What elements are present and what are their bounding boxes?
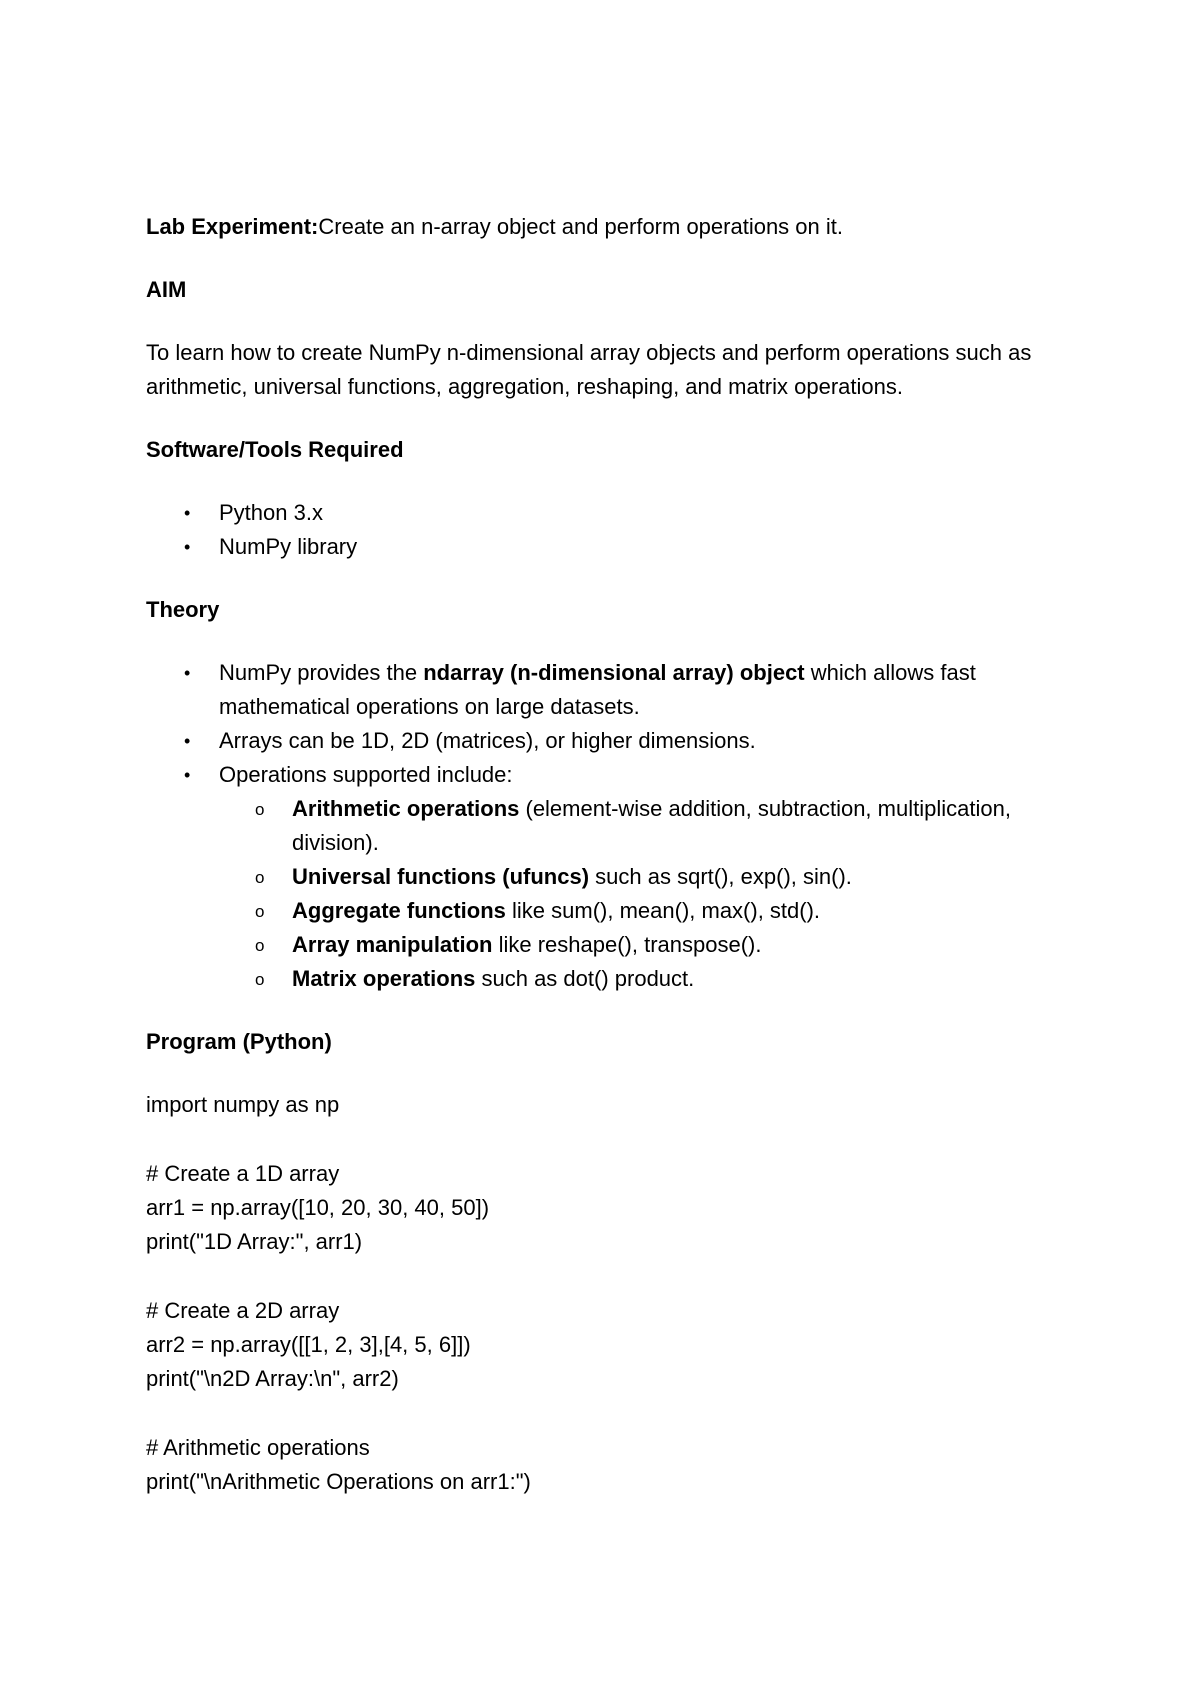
theory-item-text: Operations supported include: (219, 762, 513, 787)
theory-item-text: NumPy provides the (219, 660, 424, 685)
sub-item-text: like reshape(), transpose(). (492, 932, 762, 957)
experiment-title-text: Create an n-array object and perform operations on it. (318, 214, 843, 239)
sublist-item (255, 928, 1066, 962)
experiment-title-label: Lab Experiment: (146, 214, 319, 239)
aim-text: To learn how to create NumPy n-dimensional array objects and perform operations such as arithmetic, universal functions, aggregation, reshaping, and matrix operations. (146, 340, 1032, 399)
code-line: import numpy as np (146, 1092, 340, 1117)
operations-sublist (219, 792, 1066, 996)
aim-heading: AIM (146, 277, 187, 302)
software-item-text: NumPy library (219, 534, 358, 559)
sub-item-text: like sum(), mean(), max(), std(). (505, 898, 821, 923)
theory-item-bold: ndarray (n-dimensional array) object (423, 660, 805, 685)
theory-item-text: Arrays can be 1D, 2D (matrices), or higher dimensions. (219, 728, 756, 753)
theory-list (146, 656, 1066, 996)
code-line: arr2 = np.array([[1, 2, 3],[4, 5, 6]]) (146, 1332, 471, 1357)
list-item (184, 530, 1066, 564)
code-comment: # Create a 1D array (146, 1161, 340, 1186)
code-line: arr1 = np.array([10, 20, 30, 40, 50]) (146, 1195, 490, 1220)
sub-item-text: (element-wise addition, subtraction, multiplication, division). (292, 796, 1011, 855)
sub-item-text: such as dot() product. (475, 966, 695, 991)
code-line: print("\n2D Array:\n", arr2) (146, 1366, 399, 1391)
code-block (146, 1088, 1066, 1499)
bullet-icon: • (184, 503, 191, 523)
sublist-item (255, 962, 1066, 996)
circle-bullet-icon: o (255, 902, 265, 921)
list-item (184, 496, 1066, 530)
document-page (146, 210, 1066, 1499)
sub-item-bold: Array manipulation (292, 932, 493, 957)
software-heading: Software/Tools Required (146, 437, 404, 462)
theory-item-text: which allows fast mathematical operations on large datasets. (219, 660, 976, 719)
circle-bullet-icon: o (255, 800, 265, 819)
sub-item-text: such as sqrt(), exp(), sin(). (589, 864, 852, 889)
sub-item-bold: Aggregate functions (292, 898, 506, 923)
code-line: print("\nArithmetic Operations on arr1:") (146, 1469, 531, 1494)
list-item (184, 724, 1066, 758)
sub-item-bold: Universal functions (ufuncs) (292, 864, 590, 889)
software-item-text: Python 3.x (219, 500, 323, 525)
code-comment: # Create a 2D array (146, 1298, 340, 1323)
sub-item-bold: Matrix operations (292, 966, 476, 991)
code-line: print("1D Array:", arr1) (146, 1229, 363, 1254)
theory-heading: Theory (146, 597, 220, 622)
sublist-item (255, 894, 1066, 928)
experiment-title (146, 210, 1066, 244)
program-heading: Program (Python) (146, 1029, 332, 1054)
bullet-icon: • (184, 537, 191, 557)
bullet-icon: • (184, 663, 191, 683)
sublist-item (255, 860, 1066, 894)
circle-bullet-icon: o (255, 936, 265, 955)
sub-item-bold: Arithmetic operations (292, 796, 520, 821)
list-item (184, 758, 1066, 996)
sublist-item (255, 792, 1066, 860)
bullet-icon: • (184, 731, 191, 751)
circle-bullet-icon: o (255, 970, 265, 989)
list-item (184, 656, 1066, 724)
bullet-icon: • (184, 765, 191, 785)
code-comment: # Arithmetic operations (146, 1435, 370, 1460)
software-list (146, 496, 1066, 564)
circle-bullet-icon: o (255, 868, 265, 887)
